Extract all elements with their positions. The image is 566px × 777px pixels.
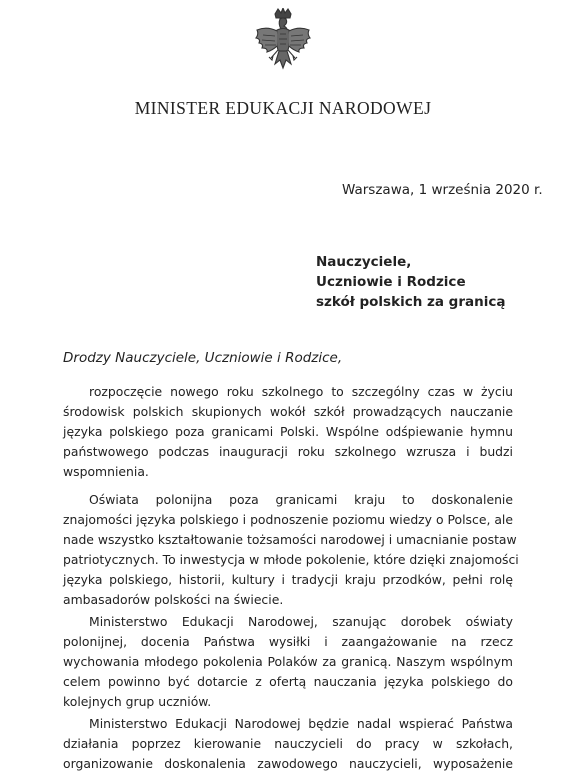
paragraph-line: znajomości języka polskiego i podnoszenie poziomu wiedzy o Polsce, ale: [63, 512, 513, 527]
paragraph-line: kolejnych grup uczniów.: [63, 694, 212, 709]
paragraph-3: [63, 612, 513, 712]
paragraph-line: wychowania młodego pokolenia Polaków za granicą. Naszym wspólnym: [63, 654, 513, 669]
paragraph-line: Ministerstwo Edukacji Narodowej, szanując dorobek oświaty: [89, 614, 513, 629]
letter-date: Warszawa, 1 września 2020 r.: [342, 182, 543, 198]
salutation: Drodzy Nauczyciele, Uczniowie i Rodzice,: [63, 350, 343, 366]
polish-eagle-emblem-icon: [253, 8, 313, 76]
paragraph-line: Oświata polonijna poza granicami kraju to doskonalenie: [89, 492, 513, 507]
paragraph-4: [63, 714, 513, 774]
paragraph-line: organizowanie doskonalenia zawodowego nauczycieli, wyposażenie: [63, 756, 513, 771]
paragraph-line: państwowego podczas inauguracji roku szkolnego wzrusza i budzi: [63, 444, 513, 459]
paragraph-line: języka polskiego, historii, kultury i tradycji kraju przodków, pełni rolę: [63, 572, 513, 587]
paragraph-line: nade wszystko kształtowanie tożsamości narodowej i umacnianie postaw: [63, 532, 517, 547]
paragraph-1: [63, 382, 513, 482]
recipient-line-3: szkół polskich za granicą: [316, 294, 506, 310]
paragraph-line: ambasadorów polskości na świecie.: [63, 592, 284, 607]
ministry-title: MINISTER EDUKACJI NARODOWEJ: [134, 98, 432, 118]
paragraph-line: celem powinno być dotarcie z ofertą nauczania języka polskiego do: [63, 674, 513, 689]
paragraph-2: [63, 490, 519, 610]
paragraph-line: języka polskiego poza granicami Polski. Wspólne odśpiewanie hymnu: [63, 424, 513, 439]
paragraph-line: rozpoczęcie nowego roku szkolnego to szczególny czas w życiu: [89, 384, 513, 399]
paragraph-line: środowisk polskich skupionych wokół szkół prowadzących nauczanie: [63, 404, 513, 419]
paragraph-line: działania poprzez kierowanie nauczycieli do pracy w szkołach,: [63, 736, 513, 751]
recipient-line-1: Nauczyciele,: [316, 254, 412, 270]
paragraph-line: polonijnej, docenia Państwa wysiłki i zaangażowanie na rzecz: [63, 634, 513, 649]
paragraph-line: patriotycznych. To inwestycja w młode pokolenie, które dzięki znajomości: [63, 552, 519, 567]
recipient-line-2: Uczniowie i Rodzice: [316, 274, 466, 290]
paragraph-line: Ministerstwo Edukacji Narodowej będzie nadal wspierać Państwa: [89, 716, 513, 731]
paragraph-line: wspomnienia.: [63, 464, 149, 479]
